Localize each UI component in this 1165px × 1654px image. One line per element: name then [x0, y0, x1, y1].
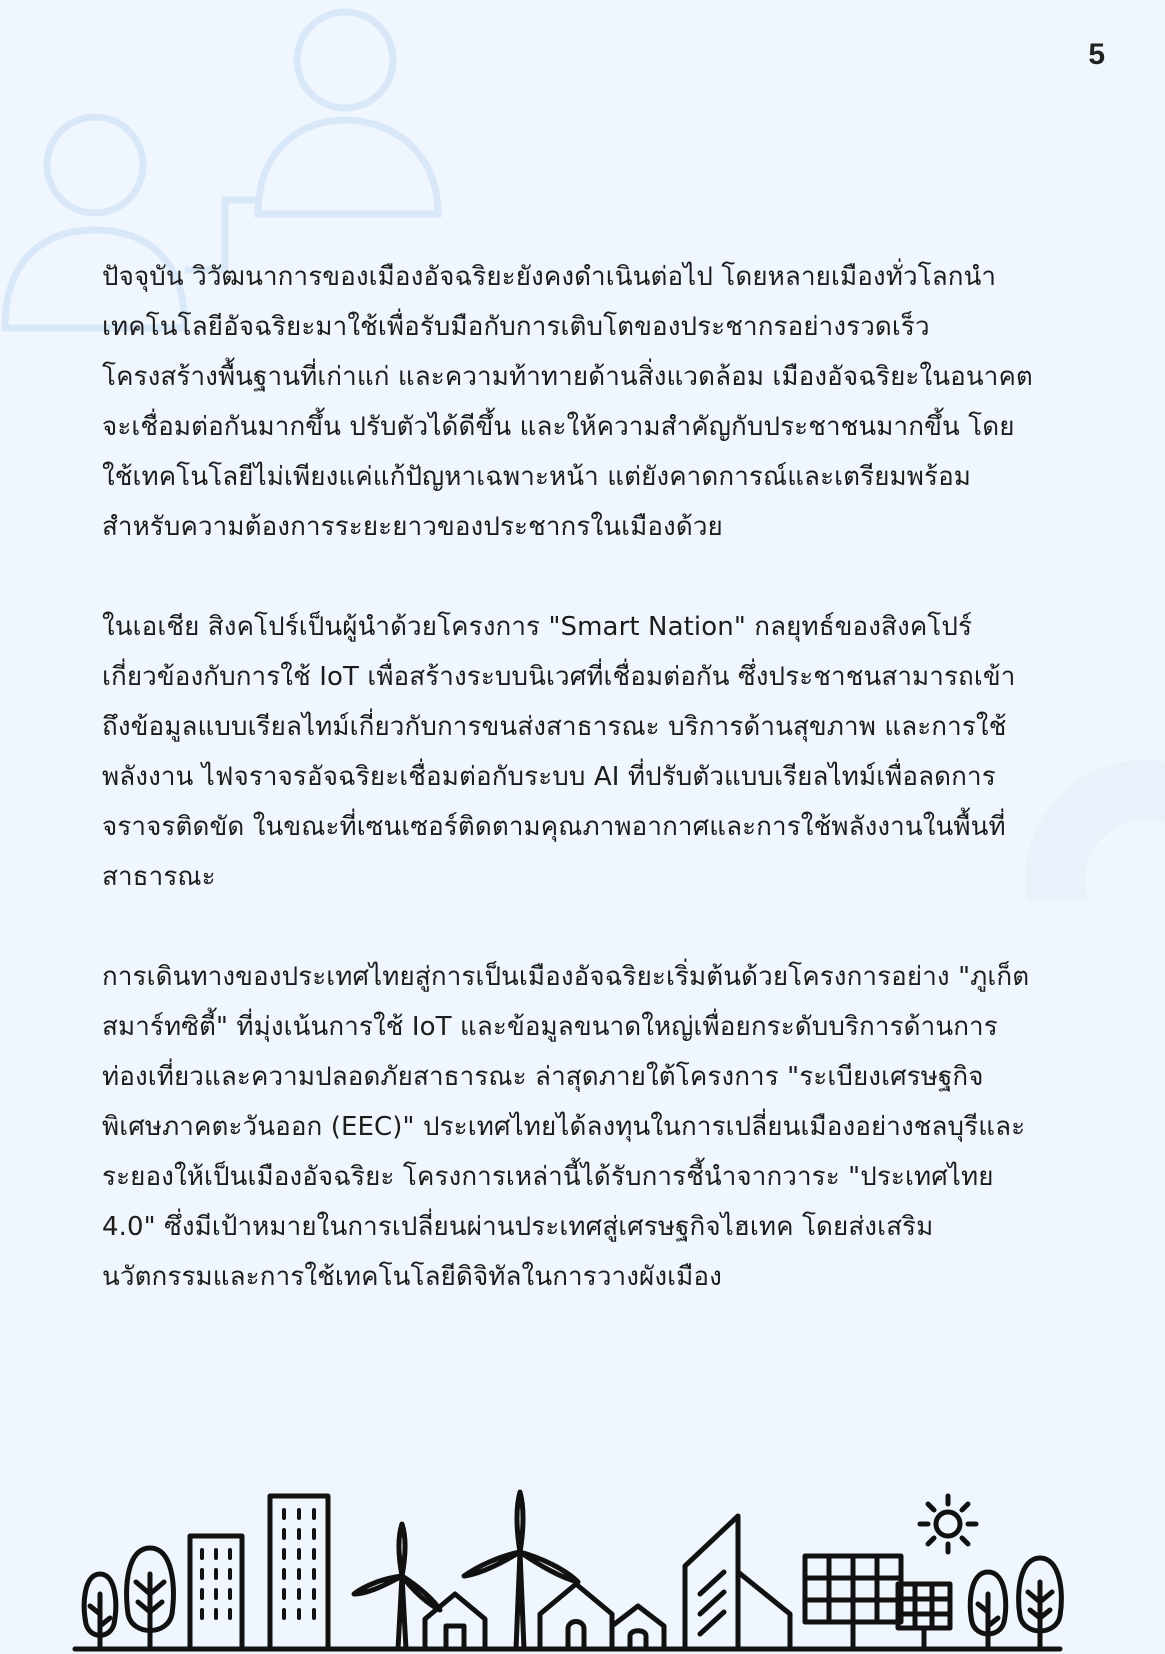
person-head-right-icon [297, 12, 393, 108]
house-icon [540, 1584, 612, 1649]
person-head-left-icon [47, 117, 143, 213]
paragraph-thailand: การเดินทางของประเทศไทยสู่การเป็นเมืองอัจฉริยะเริ่มต้นด้วยโครงการอย่าง "ภูเก็ตสมาร์ทซิตี้" ที่มุ่งเน้นการใช้ IoT และข้อมูลขนาดใหญ่เพื่อยกระดับบริการด้านการท่องเที่ยวและความปลอดภัยสาธารณะ ล่าสุดภายใต้โครงการ "ระเบียงเศรษฐกิจพิเศษภาคตะวันออก (EEC)" ประเทศไทยได้ลงทุนในการเปลี่ยนเมืองอย่างชลบุรีและระยองให้เป็นเมืองอัจฉริยะ โครงการเหล่านี้ได้รับการชี้นำจากวาระ "ประเทศไทย 4.0" ซึ่งมีเป้าหมายในการเปลี่ยนผ่านประเทศสู่เศรษฐกิจไฮเทค โดยส่งเสริมนวัตกรรมและการใช้เทคโนโลยีดิจิทัลในการวางผังเมือง [102, 962, 1030, 1292]
page-number: 5 [1088, 38, 1105, 71]
house-icon [612, 1606, 664, 1649]
solar-panel-icon [898, 1584, 950, 1649]
wind-turbine-icon [464, 1492, 578, 1649]
paragraph-current-evolution: ปัจจุบัน วิวัฒนาการของเมืองอัจฉริยะยังคงดำเนินต่อไป โดยหลายเมืองทั่วโลกนำเทคโนโลยีอัจฉริยะมาใช้เพื่อรับมือกับการเติบโตของประชากรอย่างรวดเร็ว โครงสร้างพื้นฐานที่เก่าแก่ และความท้าทายด้านสิ่งแวดล้อม เมืองอัจฉริยะในอนาคตจะเชื่อมต่อกันมากขึ้น ปรับตัวได้ดีขึ้น และให้ความสำคัญกับประชาชนมากขึ้น โดยใช้เทคโนโลยีไม่เพียงแค่แก้ปัญหาเฉพาะหน้า แต่ยังคาดการณ์และเตรียมพร้อมสำหรับความต้องการระยะยาวของประชากรในเมืองด้วย [102, 262, 1033, 542]
person-body-right-icon [258, 120, 438, 214]
modern-building-icon [685, 1516, 790, 1649]
tower-building-icon [270, 1496, 328, 1649]
sun-icon [920, 1496, 976, 1552]
building-icon [190, 1536, 242, 1649]
solar-panel-icon [805, 1556, 901, 1649]
tree-icon [127, 1548, 174, 1649]
paragraph-singapore: ในเอเชีย สิงคโปร์เป็นผู้นำด้วยโครงการ "Smart Nation" กลยุทธ์ของสิงคโปร์เกี่ยวข้องกับการใช้ IoT เพื่อสร้างระบบนิเวศที่เชื่อมต่อกัน ซึ่งประชาชนสามารถเข้าถึงข้อมูลแบบเรียลไทม์เกี่ยวกับการขนส่งสาธารณะ บริการด้านสุขภาพ และการใช้พลังงาน ไฟจราจรอัจฉริยะเชื่อมต่อกับระบบ AI ที่ปรับตัวแบบเรียลไทม์เพื่อลดการจราจรติดขัด ในขณะที่เซนเซอร์ติดตามคุณภาพอากาศและการใช้พลังงานในพื้นที่สาธารณะ [102, 612, 1016, 892]
tree-icon [84, 1574, 116, 1649]
city-skyline-illustration [0, 1454, 1165, 1654]
article-body [102, 252, 1037, 1352]
tree-icon [970, 1572, 1005, 1649]
tree-icon [1019, 1558, 1062, 1649]
